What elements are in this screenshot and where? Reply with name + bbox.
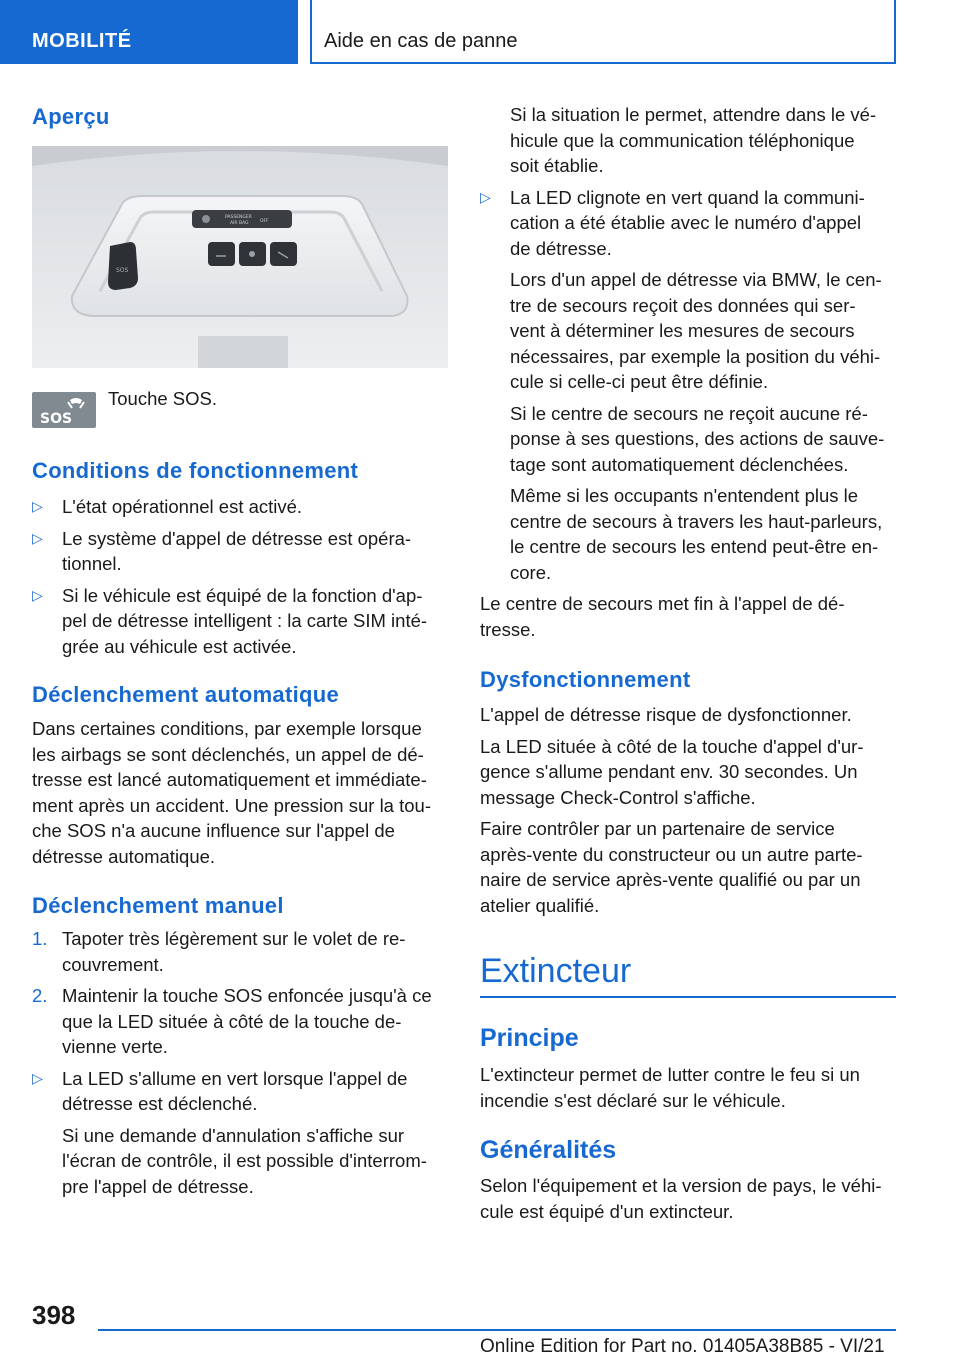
malfunction-heading: Dysfonctionnement [480,667,691,692]
right-column-continuation [480,102,896,642]
apercu-heading: Aperçu [32,104,110,129]
auto-trigger-heading: Déclenchement automatique [32,682,340,707]
conditions-list [32,494,448,659]
button-label-3: OFF [260,219,269,224]
step-item: 2. Maintenir la touche SOS enfoncée jusqu'à ce que la LED située à côté de la touche de- vienne verte. [32,985,432,1057]
bmw-call-text: Lors d'un appel de détresse via BMW, le cen- tre de secours reçoit des données qui ser- vent à déterminer les mesures de secours nécessaires, par exemple la position du véhi- cule si celle-ci peut être définie. [510,269,882,392]
sos-panel-photo [32,146,448,368]
sos-button-icon [32,392,96,428]
extinguisher-heading: Extincteur [480,952,632,990]
photo-sos-label: SOS [116,267,129,274]
condition-item: ▷ L'état opérationnel est activé. [32,496,303,517]
manual-trigger-heading: Déclenchement manuel [32,893,284,918]
blink-note: ▷ La LED clignote en vert quand la communi- cation a été établie avec le numéro d'appel de détresse. [480,186,865,259]
general-heading: Généralités [480,1136,617,1164]
conditions-heading: Conditions de fonctionnement [32,458,359,483]
section-label: MOBILITÉ [0,0,298,64]
manual-steps [32,926,448,1199]
occupants-text: Même si les occupants n'entendent plus le centre de secours à travers les haut-parleurs, le centre de secours les entend peut-être en- core. [510,485,883,583]
principle-heading: Principe [480,1024,579,1052]
sos-icon-label: SOS [40,411,73,427]
auto-trigger-text: Dans certaines conditions, par exemple lorsque les airbags se sont déclenchés, un appel de dé- tresse est lancé automatiquement et immédiate- ment après un accident. Une pression sur la tou- che SOS n'a aucune influence sur l'appel de détresse automatique. [32,718,431,867]
end-call-text: Le centre de secours met fin à l'appel de dé- tresse. [480,593,845,640]
overhead-console-illustration [32,146,448,368]
principle-text: L'extincteur permet de lutter contre le feu si un incendie s'est déclaré sur le véhicule. [480,1064,860,1111]
page-number: 398 [32,1300,76,1330]
general-text: Selon l'équipement et la version de pays, le véhi- cule est équipé d'un extincteur. [480,1175,882,1222]
no-response-text: Si le centre de secours ne reçoit aucune ré- ponse à ses questions, des actions de sauve- tage sont automatiquement déclenchées. [510,402,885,475]
led-subnote: Si une demande d'annulation s'affiche sur l'écran de contrôle, il est possible d'interrom- pre l'appel de détresse. [62,1124,427,1197]
button-label-2: AIR BAG [230,221,249,226]
malfunction-text: L'appel de détresse risque de dysfonctionner. La LED située à côté de la touche d'appel d'ur- gence s'allume pendant env. 30 secondes. Un message Check-Control s'affiche. Faire contrôler par un partenaire de service après-vente du constructeur ou un autre parte- naire de service après-vente qualifié ou par un atelier qualifié. [480,704,864,916]
heading-rule [480,996,896,998]
footer-rule [98,1329,896,1331]
sos-caption: Touche SOS. [108,388,218,409]
led-note: ▷ La LED s'allume en vert lorsque l'appel de détresse est déclenché. [32,1067,408,1114]
edition-note: Online Edition for Part no. 01405A38B85 - VI/21 [480,1336,885,1357]
condition-item: ▷ Le système d'appel de détresse est opéra- tionnel. [32,527,412,574]
chapter-label: Aide en cas de panne [312,0,896,64]
condition-item: ▷ Si le véhicule est équipé de la fonction d'ap- pel de détresse intelligent : la carte SIM inté- grée au véhicule est activée. [32,584,428,657]
step-item: 1. Tapoter très légèrement sur le volet de re- couvrement. [32,928,406,975]
page-header [0,0,960,66]
wait-text: Si la situation le permet, attendre dans le vé- hicule que la communication téléphonique soit établie. [510,104,877,176]
button-label-1: PASSENGER [225,215,252,220]
